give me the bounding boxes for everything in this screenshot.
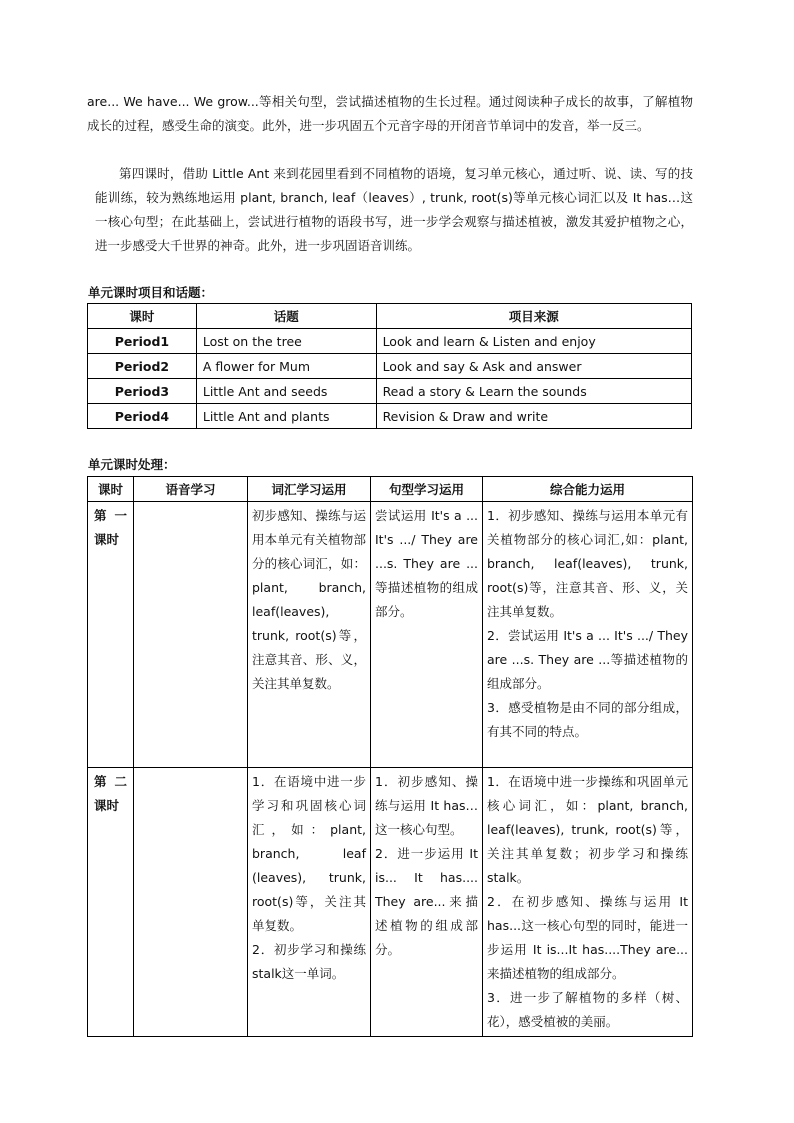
period-cell: Period3 (88, 379, 197, 404)
phonics-cell (134, 768, 248, 1037)
table-row (88, 379, 692, 404)
lesson-plan-table (87, 476, 693, 1037)
sentence-cell: 1．初步感知、操练与运用 It has…这一核心句型。 2．进一步运用 It is... It has.... They are...来描述植物的组成部分。 (371, 768, 483, 1037)
topic-cell: Little Ant and seeds (196, 379, 376, 404)
period-cell: Period1 (88, 329, 197, 354)
topic-cell: Little Ant and plants (196, 404, 376, 429)
table-row (88, 329, 692, 354)
intro-paragraph: are... We have... We grow...等相关句型，尝试描述植物的生长过程。通过阅读种子成长的故事，了解植物成长的过程，感受生命的演变。此外，进一步巩固五个元音字母的开闭音节单词中的发音，举一反三。 (87, 94, 693, 133)
topic-cell: Lost on the tree (196, 329, 376, 354)
period-cell: Period4 (88, 404, 197, 429)
header-sentence: 句型学习运用 (371, 477, 483, 502)
table-header-row (88, 477, 693, 502)
header-topic: 话题 (196, 304, 376, 329)
period-cell: 第二课时 (88, 768, 134, 1037)
vocab-cell: 1．在语境中进一步学习和巩固核心词汇，如：plant, branch, leaf (leaves), trunk, root(s)等，关注其单复数。 2．初步学习和操练stalk这一单词。 (248, 768, 371, 1037)
header-phonics: 语音学习 (134, 477, 248, 502)
header-period: 课时 (88, 477, 134, 502)
header-source: 项目来源 (376, 304, 691, 329)
table2-title: 单元课时处理： (88, 457, 176, 472)
topics-table (87, 303, 692, 429)
table-row (88, 354, 692, 379)
vocab-cell: 初步感知、操练与运用本单元有关植物部分的核心词汇，如：plant, branch, leaf(leaves), trunk, root(s)等，注意其音、形、义，关注其单复数。 (248, 502, 371, 768)
period-cell: Period2 (88, 354, 197, 379)
source-cell: Look and learn & Listen and enjoy (376, 329, 691, 354)
header-vocab: 词汇学习运用 (248, 477, 371, 502)
header-period: 课时 (88, 304, 197, 329)
ability-cell: 1．在语境中进一步操练和巩固单元核心词汇，如：plant, branch, leaf(leaves), trunk, root(s)等，关注其单复数；初步学习和操练 stalk。 2．在初步感知、操练与运用 It has...这一核心句型的同时，能进一步运用 It is...It has....They are...来描述植物的组成部分。 3．进一步了解植物的多样（树、花），感受植被的美丽。 (483, 768, 693, 1037)
ability-cell: 1．初步感知、操练与运用本单元有关植物部分的核心词汇,如：plant, branch, leaf(leaves), trunk, root(s)等，注意其音、形、义，关注其单复数。 2．尝试运用 It's a ... It's .../ They are ...s. They are ...等描述植物的组成部分。 3．感受植物是由不同的部分组成，有其不同的特点。 (483, 502, 693, 768)
topic-cell: A flower for Mum (196, 354, 376, 379)
table-row (88, 502, 693, 768)
table1-title: 单元课时项目和话题： (88, 285, 214, 300)
source-cell: Revision & Draw and write (376, 404, 691, 429)
period-cell: 第一课时 (88, 502, 134, 768)
table-header-row (88, 304, 692, 329)
phonics-cell (134, 502, 248, 768)
period4-paragraph: 第四课时，借助 Little Ant 来到花园里看到不同植物的语境，复习单元核心，通过听、说、读、写的技能训练，较为熟练地运用 plant, branch, leaf（leaves）, trunk, root(s)等单元核心词汇以及 It has…这一核心句型；在此基础上，尝试进行植物的语段书写，进一步学会观察与描述植被，激发其爱护植物之心，进一步感受大千世界的神奇。此外，进一步巩固语音训练。 (95, 166, 693, 253)
header-ability: 综合能力运用 (483, 477, 693, 502)
table-row (88, 768, 693, 1037)
sentence-cell: 尝试运用 It's a ... It's .../ They are ...s. They are ...等描述植物的组成部分。 (371, 502, 483, 768)
source-cell: Look and say & Ask and answer (376, 354, 691, 379)
source-cell: Read a story & Learn the sounds (376, 379, 691, 404)
table-row (88, 404, 692, 429)
